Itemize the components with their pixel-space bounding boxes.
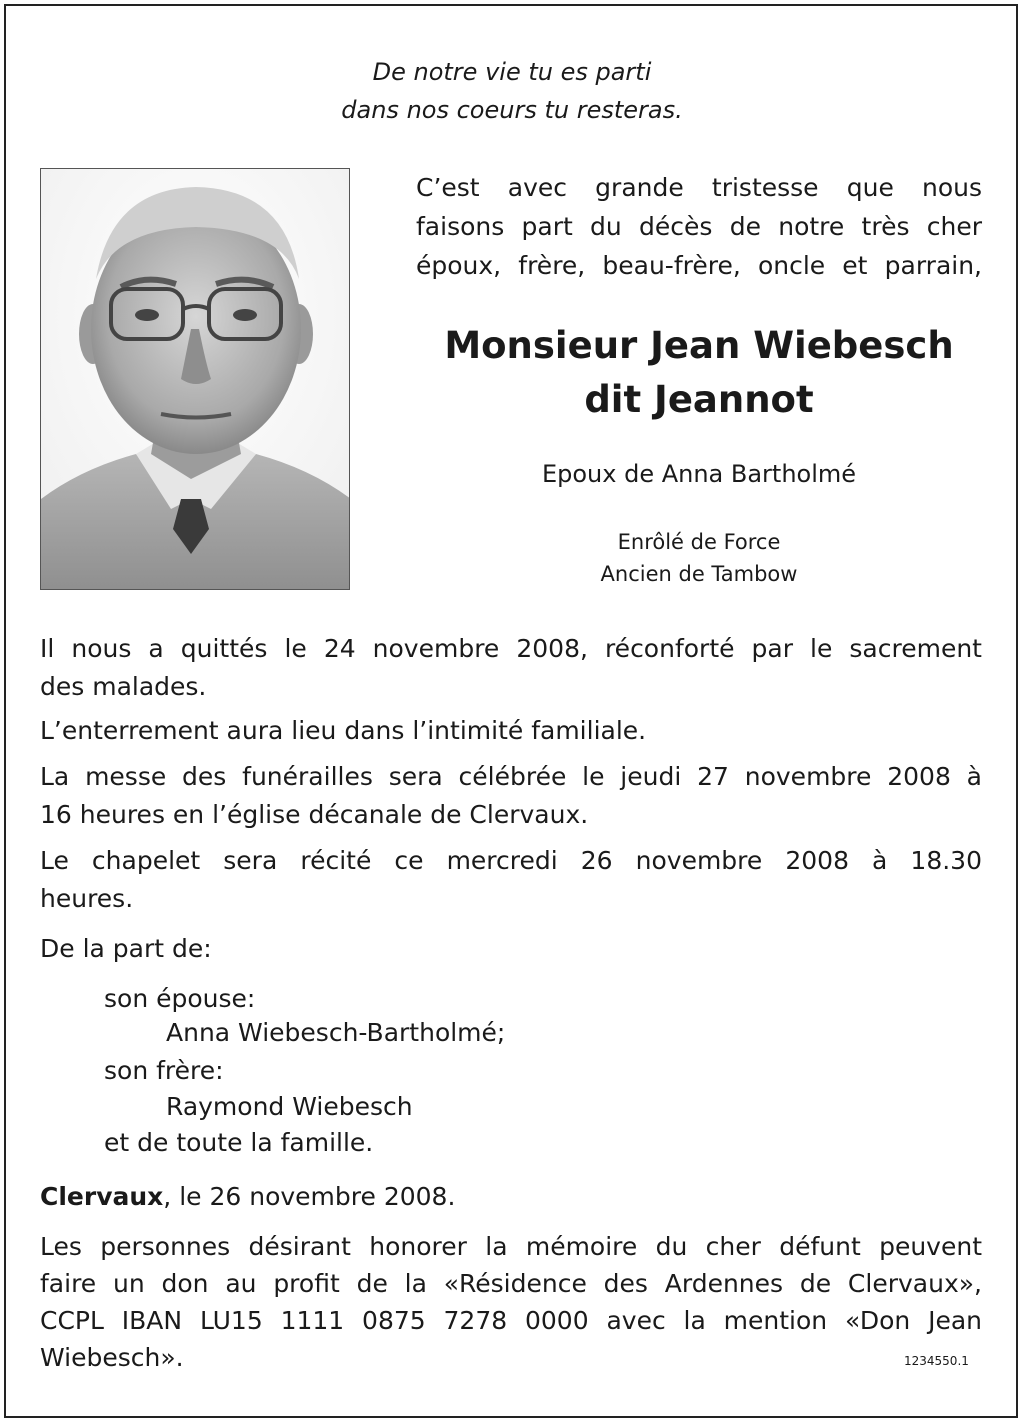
deceased-name: Monsieur Jean Wiebesch (444, 324, 954, 367)
burial-paragraph (40, 712, 982, 750)
motto-line-2: dans nos coeurs tu resteras. (341, 96, 683, 124)
brother-name: Raymond Wiebesch (166, 1092, 413, 1121)
portrait-photo (40, 168, 350, 590)
death-line-2: des malades. (40, 672, 207, 701)
donation-paragraph (40, 1228, 982, 1376)
rosary-paragraph (40, 842, 982, 918)
intro-paragraph (416, 168, 982, 285)
deceased-nickname: dit Jeannot (584, 378, 814, 421)
rosary-line-2: heures. (40, 884, 134, 913)
intro-line-1: C’est avec grande tristesse que nous (416, 173, 982, 202)
spouse-name: Anna Wiebesch-Bartholmé; (166, 1018, 506, 1047)
death-line-1: Il nous a quittés le 24 novembre 2008, réconforté par le sacrement (40, 634, 982, 663)
burial-line: L’enterrement aura lieu dans l’intimité familiale. (40, 716, 647, 745)
donation-line-4: Wiebesch». (40, 1343, 184, 1372)
note-enrole: Enrôlé de Force (617, 530, 781, 554)
intro-line-3: époux, frère, beau-frère, oncle et parrain, (416, 251, 982, 280)
place-date (40, 1182, 982, 1211)
date: , le 26 novembre 2008. (163, 1182, 456, 1211)
donation-line-1: Les personnes désirant honorer la mémoire du cher défunt peuvent (40, 1232, 982, 1261)
donation-line-2: faire un don au profit de la «Résidence des Ardennes de Clervaux», (40, 1269, 982, 1298)
family-intro: De la part de: (40, 934, 212, 963)
spouse-line: Epoux de Anna Bartholmé (541, 460, 857, 488)
brother-label: son frère: (104, 1056, 224, 1085)
reference-number: 1234550.1 (904, 1354, 969, 1368)
mass-paragraph (40, 758, 982, 834)
donation-line-3: CCPL IBAN LU15 1111 0875 7278 0000 avec la mention «Don Jean (40, 1306, 982, 1335)
intro-line-2: faisons part du décès de notre très cher (416, 212, 982, 241)
note-tambow: Ancien de Tambow (600, 562, 798, 586)
place: Clervaux (40, 1182, 164, 1211)
mass-line-2: 16 heures en l’église décanale de Clervaux. (40, 800, 589, 829)
spouse-label: son épouse: (104, 984, 256, 1013)
family-closing: et de toute la famille. (104, 1128, 374, 1157)
portrait-image (41, 169, 350, 590)
death-paragraph (40, 630, 982, 706)
mass-line-1: La messe des funérailles sera célébrée le jeudi 27 novembre 2008 à (40, 762, 982, 791)
rosary-line-1: Le chapelet sera récité ce mercredi 26 novembre 2008 à 18.30 (40, 846, 982, 875)
motto-line-1: De notre vie tu es parti (372, 58, 652, 86)
